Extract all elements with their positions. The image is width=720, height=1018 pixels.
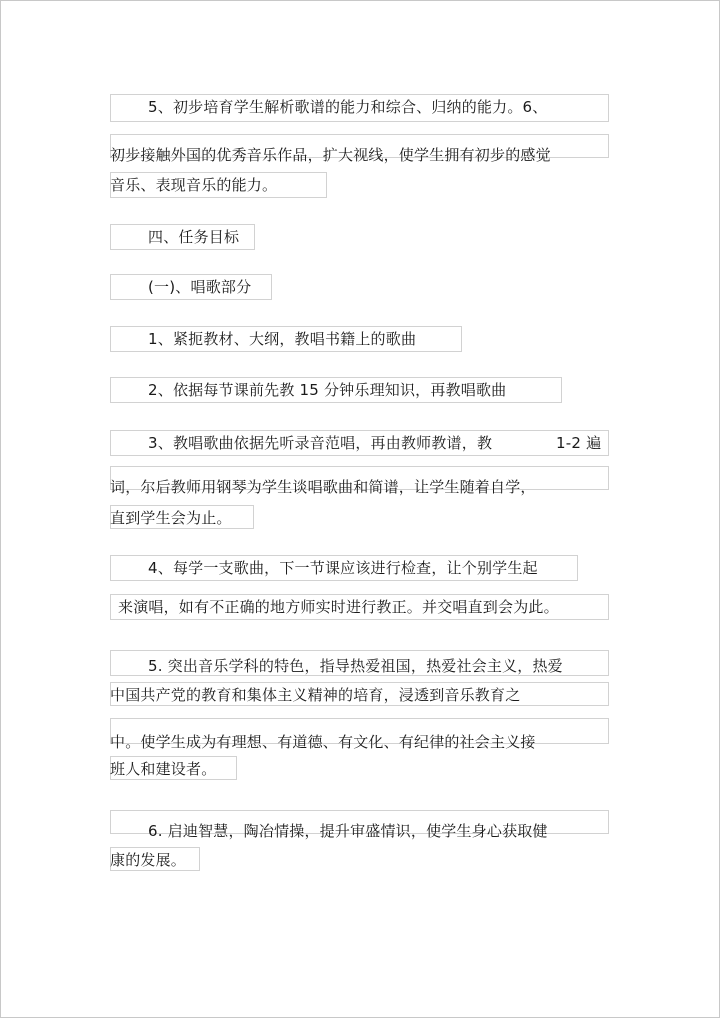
paragraph-line: 班人和建设者。 [110, 760, 217, 778]
paragraph-line: 来演唱，如有不正确的地方师实时进行教正。并交唱直到会为此。 [118, 598, 559, 616]
paragraph-line: 初步接触外国的优秀音乐作品，扩大视线，使学生拥有初步的感觉 [110, 146, 551, 164]
list-item: 2、依据每节课前先教 15 分钟乐理知识，再教唱歌曲 [148, 381, 507, 399]
list-item: 1、紧扼教材、大纲，教唱书籍上的歌曲 [148, 330, 417, 348]
paragraph-line: 中。使学生成为有理想、有道德、有文化、有纪律的社会主义接 [110, 733, 536, 751]
paragraph-line: 康的发展。 [110, 851, 187, 869]
paragraph-line: 词，尔后教师用钢琴为学生谈唱歌曲和简谱，让学生随着自学， [110, 478, 536, 496]
paragraph-line: 5、初步培育学生解析歌谱的能力和综合、归纳的能力。6、 [148, 98, 548, 116]
list-item: 5. 突出音乐学科的特色，指导热爱祖国，热爱社会主义，热爱 [148, 657, 563, 675]
paragraph-line: 直到学生会为止。 [110, 509, 232, 527]
paragraph-line: 音乐、表现音乐的能力。 [110, 176, 278, 194]
list-item: 6. 启迪智慧，陶冶情操，提升审盛情识，使学生身心获取健 [148, 822, 548, 840]
paragraph-line: 中国共产党的教育和集体主义精神的培育，浸透到音乐教育之 [110, 686, 521, 704]
list-item: 4、每学一支歌曲，下一节课应该进行检查，让个别学生起 [148, 559, 538, 577]
list-item: 3、教唱歌曲依据先听录音范唱，再由教师教谱，教 [148, 434, 493, 452]
section-heading: 四、任务目标 [148, 228, 240, 246]
list-item-tail: 1-2 遍 [556, 434, 602, 452]
subsection-heading: (一)、唱歌部分 [148, 278, 252, 296]
